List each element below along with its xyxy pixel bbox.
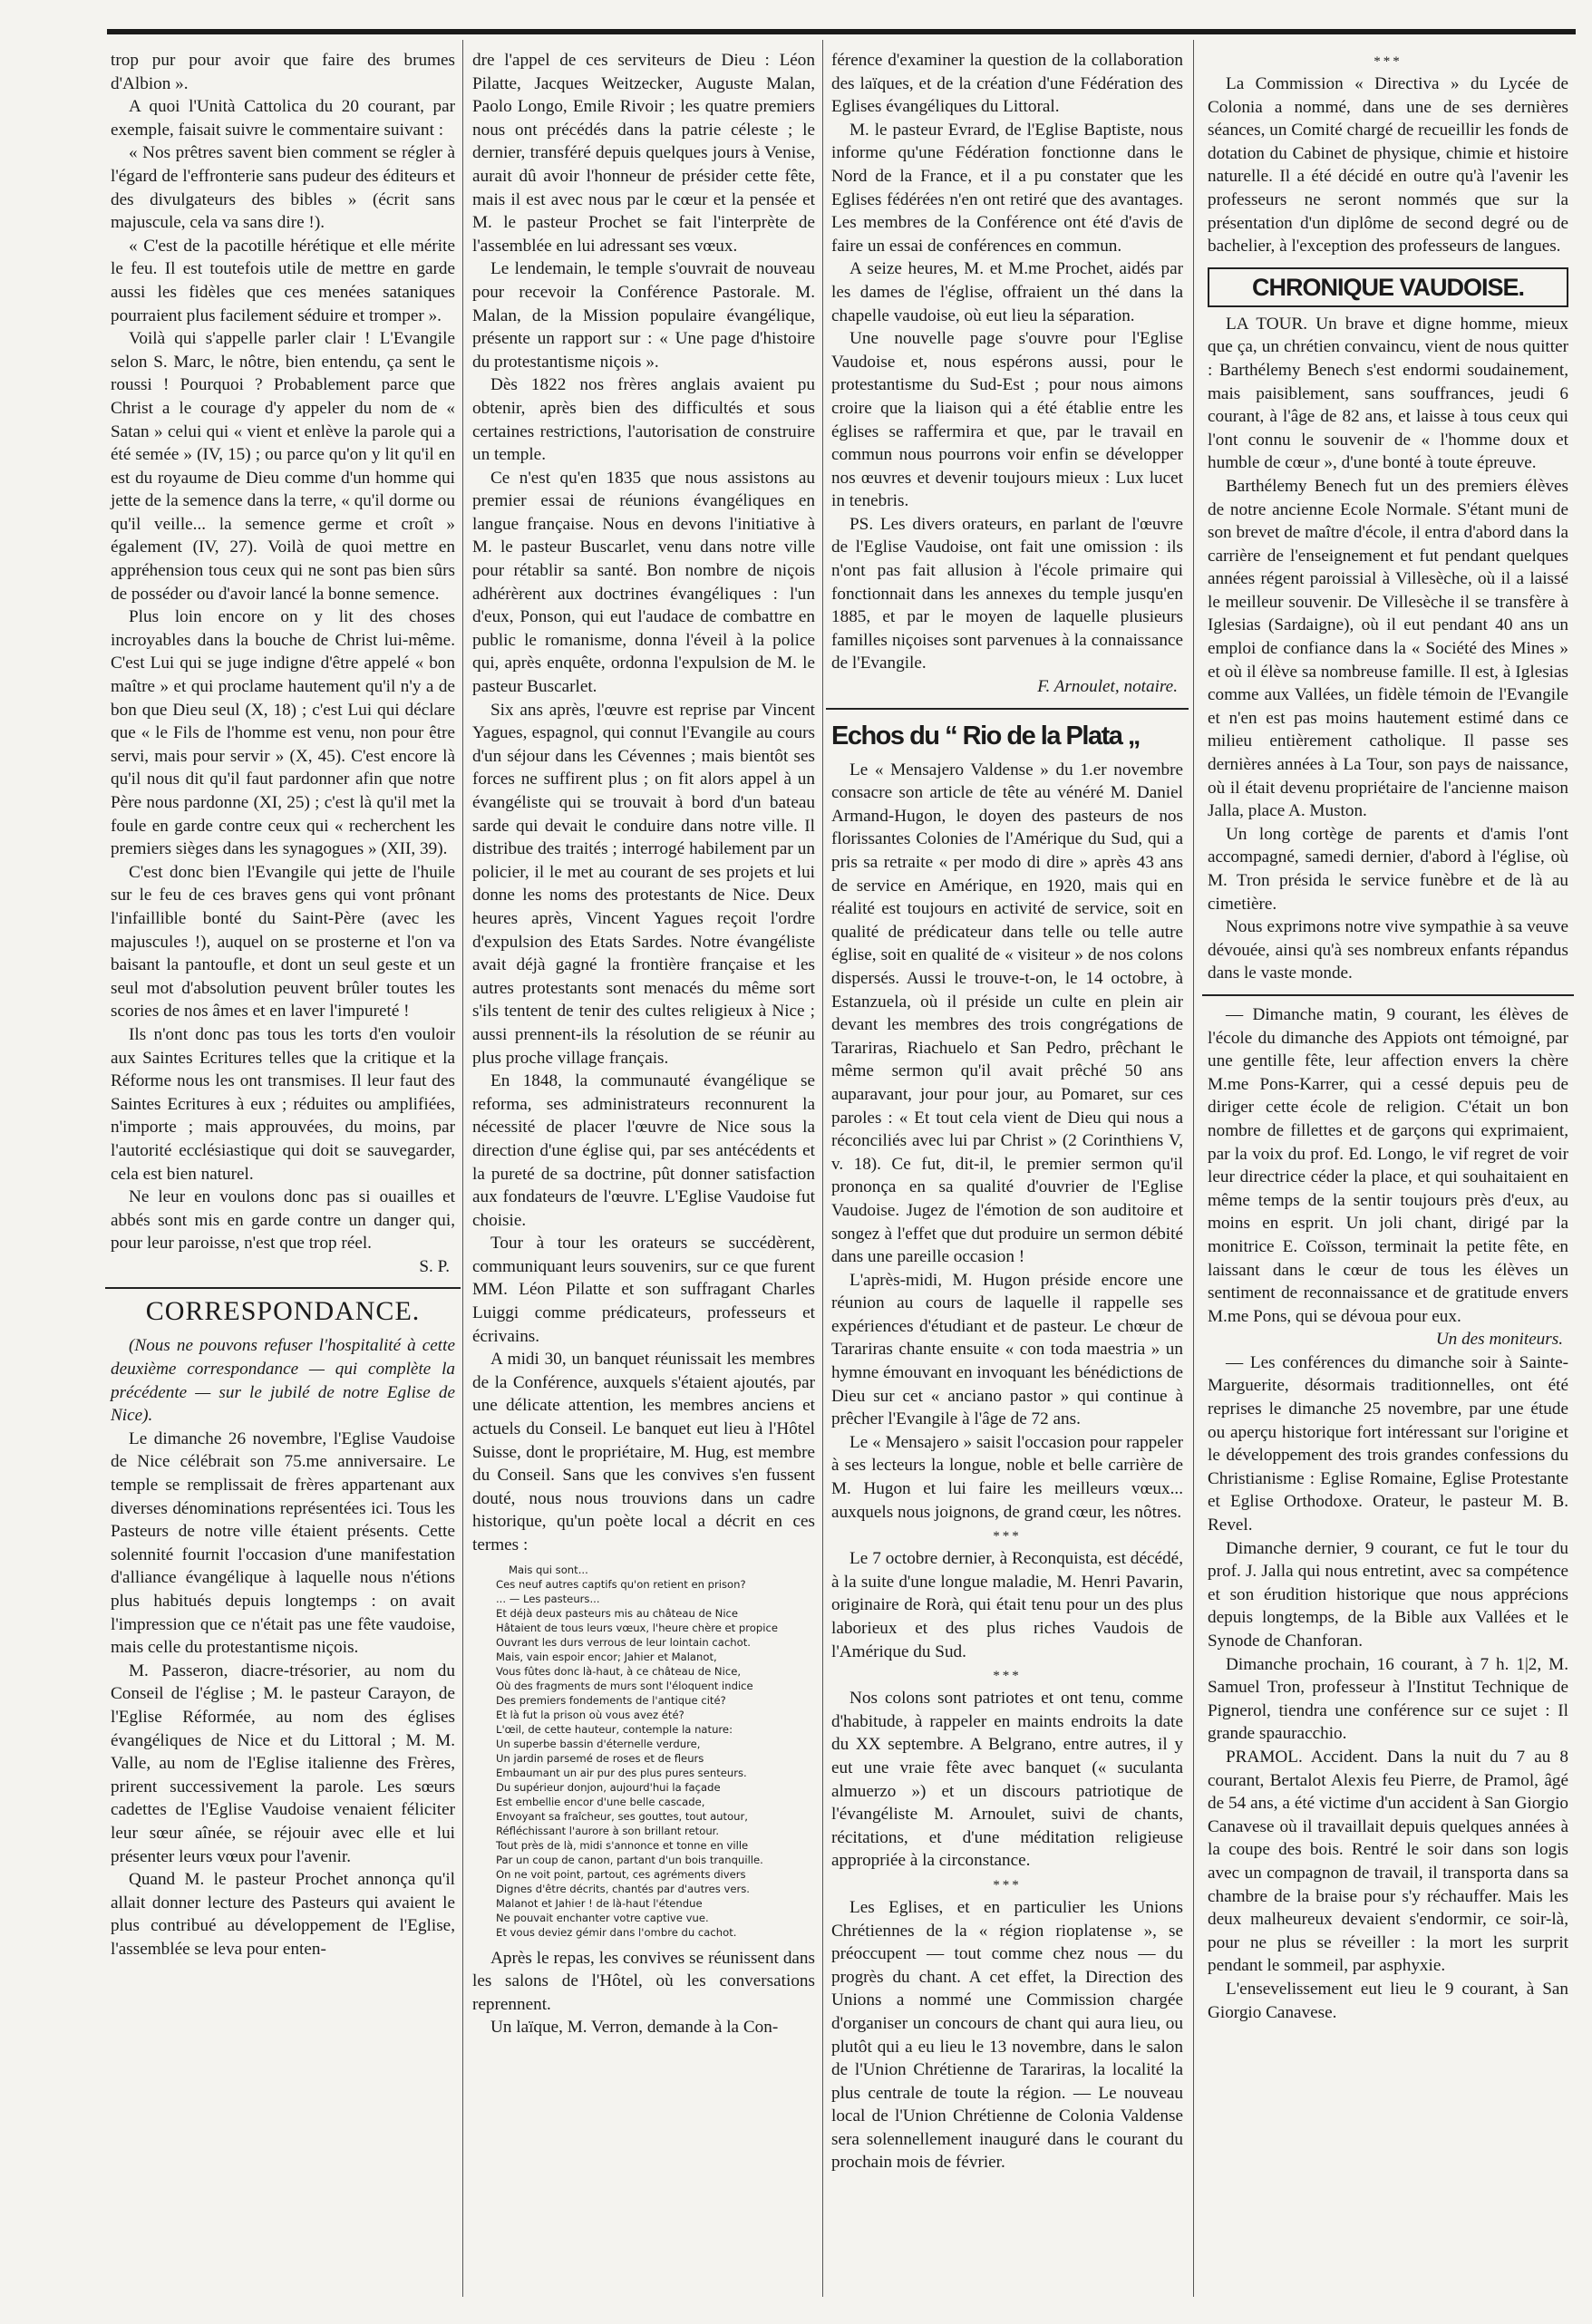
column-divider (822, 40, 823, 2297)
paragraph: — Dimanche matin, 9 courant, les élèves de l'école du dimanche des Appiots ont témoigné, par une gentille fête, leur affection envers la chère M.me Pons-Karrer, qui a cessé depuis peu de diriger cette école de religion. C'était un bon nombre de fillettes et de garçons qui exprimaient, par la voix du prof. Ed. Longo, le vif regret de voir leur directrice céder la place, et qui souhaitaient en même temps de la sentir toujours près d'eux, au moins en esprit. Un joli chant, dirigé par la monitrice E. Coïsson, terminait la petite fête, en laissant dans le cœur de tous les élèves un sentiment de reconnaissance et de gratitude envers M.me Pons, qui se dévoua pour eux. (1208, 1004, 1568, 1326)
poem-line: Un superbe bassin d'éternelle verdure, (496, 1737, 701, 1750)
separator-stars: *** (993, 1669, 1022, 1684)
poem-line: Mais qui sont... (509, 1563, 588, 1576)
paragraph: dre l'appel de ces serviteurs de Dieu : Léon Pilatte, Jacques Weitzecker, Auguste Malan, Paolo Longo, Emile Rivoir ; les quatre premiers nous ont précédés dans la patrie céleste ; le dernier, transféré depuis quelques jours à Venise, aurait dû avoir l'honneur de présider cette fête, mais il est avec nous par le cœur et la pensée et M. le pasteur Prochet se fait l'interprète de l'assemblée en lui adressant ses vœux. (472, 51, 815, 256)
poem-line: Ouvrant les durs verrous de leur lointain cachot. (496, 1635, 751, 1649)
paragraph: M. Passeron, diacre-trésorier, au nom du Conseil de l'église ; M. le pasteur Carayon, de l'Eglise Réformée, au nom des églises évangéliques de Nice et du Littoral ; M. M. Valle, au nom de l'Eglise italienne des Frères, prirent successivement la parole. Les sœurs cadettes de l'Eglise Vaudoise venaient féliciter leur sœur aînée, se réjouir avec elle et lui présenter leurs vœux pour l'avenir. (111, 1661, 455, 1866)
paragraph: Le « Mensajero » saisit l'occasion pour rappeler à ses lecteurs la longue, noble et belle carrière de M. Hugon et lui faire les meilleurs vœux... auxquels nous joignons, de grand cœur, les nôtres. (831, 1432, 1183, 1522)
paragraph: PS. Les divers orateurs, en parlant de l'œuvre de l'Eglise Vaudoise, ont fait une omission : ils n'ont pas fait allusion à l'école primaire qui fonctionnait dans les annexes du temple jusqu'en 1885, et par le moyen de laquelle plusieurs familles niçoises sont parvenues à la connaissance de l'Evangile. (831, 514, 1183, 673)
paragraph: C'est donc bien l'Evangile qui jette de l'huile sur le feu de ces braves gens qui vont prônant l'infaillible bonté du Saint-Père (avec les majuscules !), auquel on se prosterne et l'on va baisant la pantoufle, et dont un seul geste et un seul mot d'absolution peuvent brûler toutes les scories de nos âmes et en laver l'impureté ! (111, 862, 455, 1022)
paragraph: « Nos prêtres savent bien comment se régler à l'égard de l'effronterie sans pudeur des éditeurs et des divulgateurs des bibles » (écrit sans majuscule, cela va sans dire !). (111, 143, 455, 233)
column-2 (472, 49, 815, 2039)
paragraph: Plus loin encore on y lit des choses incroyables dans la bouche de Christ lui-même. C'est Lui qui se juge indigne d'être appelé « bon maître » et qui proclame hautement qu'il n'y a de bon que Dieu seul (X, 18) ; c'est Lui qui déclare que « le Fils de l'homme est venu, non pour être servi, mais pour servir » (X, 45). C'est encore là qu'il nous dit qu'il faut pardonner afin que notre Père nous pardonne (XI, 25) ; c'est là qu'il met la foule en garde contre ceux qui « recherchent les premiers sièges dans les synagogues » (XII, 39). (111, 607, 455, 859)
separator-stars: *** (993, 1529, 1022, 1544)
column-1 (111, 49, 455, 1961)
poem-line: L'œil, de cette hauteur, contemple la nature: (496, 1722, 733, 1736)
column-divider (1193, 40, 1194, 2297)
poem-line: Envoyant sa fraîcheur, ses gouttes, tout autour, (496, 1809, 748, 1823)
section-heading-echos: Echos du “ Rio de la Plata „ (831, 721, 1140, 750)
poem (496, 1563, 815, 1940)
poem-line: Ces neuf autres captifs qu'on retient en prison? (496, 1577, 746, 1591)
paragraph: A quoi l'Unità Cattolica du 20 courant, par exemple, faisait suivre le commentaire suivant : (111, 97, 455, 140)
paragraph: Le « Mensajero Valdense » du 1.er novembre consacre son article de tête au vénéré M. Daniel Armand-Hugon, le doyen des pasteurs de nos florissantes Colonies de l'Amérique du Sud, qui a pris sa retraite « per modo di dire » après 43 ans de service en Amérique, en 1920, mais qui en réalité est toujours en activité de service, soit en qualité de prédicateur dans telle ou telle autre église, soit en qualité de « visiteur » de nos colons dispersés. Aussi le trouve-t-on, le 14 octobre, à Estanzuela, où il préside un culte en plein air devant les membres des trois congrégations de Tarariras, Riachuelo et San Pedro, prêchant le même sermon qu'il avait prêché 50 ans auparavant, jour pour jour, au Pomaret, sur ces paroles : « Et tout cela vient de Dieu qui nous a réconciliés avec lui par Christ » (2 Corinthiens V, v. 18). Ce fut, dit-il, le premier sermon qu'il prononça en sa qualité d'ouvrier de l'Eglise Vaudoise. Jugez de l'émotion de son auditoire et songez à l'effet que dut produire un sermon débité dans une pareille occasion ! (831, 760, 1183, 1267)
separator-stars: *** (1374, 54, 1403, 69)
paragraph: Voilà qui s'appelle parler clair ! L'Evangile selon S. Marc, le nôtre, bien entendu, ça sent le roussi ! Pourquoi ? Probablement parce que Christ a le courage d'y appeler du nom de « Satan » celui qui « vient et enlève la parole qui a été semée » (IV, 15) ; ou parce qu'on y lit qu'il en est du royaume de Dieu comme d'un homme qui jette de la semence dans la terre, « qu'il dorme ou qu'il veille... la semence germe et croît » également (IV, 27). Voilà de quoi mettre en appréhension tous ceux qui ne sont pas bien sûrs de posséder ou d'avoir lancé la bonne semence. (111, 329, 455, 604)
poem-line: Tout près de là, midi s'annonce et tonne en ville (496, 1838, 749, 1852)
paragraph: A midi 30, un banquet réunissait les membres de la Conférence, auxquels s'étaient ajoutés, par une délicate attention, les membres anciens et actuels du Conseil. Le banquet eut lieu à l'Hôtel Suisse, dont le propriétaire, M. Hug, est membre du Conseil. Sans que les convives s'en fussent douté, nous nous trouvions dans un cadre historique, qu'un poète local a décrit en ces termes : (472, 1350, 815, 1554)
poem-line: Des premiers fondements de l'antique cité? (496, 1693, 726, 1707)
poem-line: Dignes d'être décrits, chantés par d'autres vers. (496, 1882, 750, 1895)
section-divider (826, 708, 1189, 710)
column-divider (462, 40, 463, 2297)
paragraph: Barthélemy Benech fut un des premiers élèves de notre ancienne Ecole Normale. S'étant muni de son brevet de maître d'école, il entra d'abord dans la carrière de l'enseignement et fut pendant quelques années régent paroissial à Villesèche, où il a laissé le meilleur souvenir. De Villesèche il se transfère à Iglesias (Sardaigne), où il eut pendant 40 ans un emploi de confiance dans la « Société des Mines » et où il élève sa nombreuse famille. Il est, à Iglesias comme aux Vallées, un fidèle témoin de l'Evangile et n'en est pas moins hautement estimé dans ce milieu entièrement catholique. Il passe ses dernières années à La Tour, son pays de naissance, où il était devenu propriétaire de l'ancienne maison Jalla, place A. Muston. (1208, 476, 1568, 821)
paragraph: L'ensevelissement eut lieu le 9 courant, à San Giorgio Canavese. (1208, 1979, 1568, 2022)
paragraph: trop pur pour avoir que faire des brumes d'Albion ». (111, 51, 455, 93)
paragraph: Quand M. le pasteur Prochet annonça qu'il allait donner lecture des Pasteurs qui avaient le plus contribué au développement de l'Eglise, l'assemblée se leva pour enten- (111, 1870, 455, 1959)
poem-line: Par un coup de canon, partant d'un bois tranquille. (496, 1853, 763, 1866)
poem-line: Vous fûtes donc là-haut, à ce château de Nice, (496, 1664, 742, 1678)
poem-line: Où des fragments de murs sont l'éloquent indice (496, 1679, 753, 1692)
paragraph: Le dimanche 26 novembre, l'Eglise Vaudoise de Nice célébrait son 75.me anniversaire. Le temple se remplissait de frères appartenant aux diverses dénominations représentées ici. Tous les Pasteurs de notre ville étaient présents. Cette solennité fournit l'occasion d'une manifestation d'alliance évangélique à laquelle nous n'étions plus habitués depuis longtemps : on avait l'impression que ce n'était pas une fête vaudoise, mais celle du protestantisme niçois. (111, 1428, 455, 1658)
paragraph: La Commission « Directiva » du Lycée de Colonia a nommé, dans une de ses dernières séances, un Comité chargé de recueillir les fonds de dotation du Cabinet de physique, chimie et histoire naturelle. Il a été décidé en outre qu'à l'avenir les professeurs ne seront nommés que sur la présentation d'un diplôme de second degré ou de bachelier, à l'exception des professeurs de langues. (1208, 74, 1568, 257)
paragraph: En 1848, la communauté évangélique se reforma, ses administrateurs reconnurent la nécessité de placer l'œuvre de Nice sous la direction d'une église qui, par ses antécédents et la pureté de sa doctrine, pût donner satisfaction aux fondateurs de l'œuvre. L'Eglise Vaudoise fut choisie. (472, 1071, 815, 1230)
column-4 (1208, 49, 1568, 2024)
paragraph: Dès 1822 nos frères anglais avaient pu obtenir, après bien des difficultés et sous certaines restrictions, l'autorisation de construire un temple. (472, 375, 815, 465)
paragraph: Dimanche dernier, 9 courant, ce fut le tour du prof. J. Jalla qui nous entretint, avec sa compétence et son érudition historique que nous apprécions depuis longtemps, de la Bible aux Vallées et le Synode de Chanforan. (1208, 1538, 1568, 1651)
column-3 (831, 49, 1183, 2174)
paragraph: Ce n'est qu'en 1835 que nous assistons au premier essai de réunions évangéliques en langue française. Nous en devons l'initiative à M. le pasteur Buscarlet, venu dans notre ville pour rétablir sa santé. Bon nombre de niçois adhérèrent aux doctrines évangéliques : l'un d'eux, Ponson, qui eut l'audace de combattre en public le romanisme, donna l'éveil à la police qui, après enquête, ordonna l'expulsion de M. le pasteur Buscarlet. (472, 468, 815, 697)
paragraph: Le lendemain, le temple s'ouvrait de nouveau pour recevoir la Conférence Pastorale. M. Malan, de la Mission populaire évangélique, présente un rapport sur : « Une page d'histoire du protestantisme niçois ». (472, 259, 815, 372)
poem-line: Réfléchissant l'aurore à son brillant retour. (496, 1824, 720, 1837)
poem-line: Ne pouvait enchanter votre captive vue. (496, 1911, 709, 1924)
top-rule (107, 29, 1576, 34)
paragraph: (Nous ne pouvons refuser l'hospitalité à cette deuxième correspondance — qui complète la précédente — sur le jubilé de notre Eglise de Nice). (111, 1336, 455, 1426)
poem-line: On ne voit point, partout, ces agréments divers (496, 1867, 746, 1881)
poem-line: Un jardin parsemé de roses et de fleurs (496, 1751, 704, 1765)
separator-stars: *** (993, 1877, 1022, 1893)
signature: S. P. (419, 1256, 450, 1276)
paragraph: Un laïque, M. Verron, demande à la Con- (490, 2018, 779, 2038)
poem-line: Embaumant un air pur des plus pures senteurs. (496, 1766, 747, 1779)
section-divider (105, 1287, 461, 1289)
section-heading-correspondance: CORRESPONDANCE. (145, 1296, 421, 1327)
paragraph: PRAMOL. Accident. Dans la nuit du 7 au 8 courant, Bertalot Alexis feu Pierre, de Pramol, âgé de 54 ans, a été victime d'un accident à San Giorgio Canavese où il travaillait depuis quelques années à la coupe des bois. Rentré le soir dans son logis avec un compagnon de travail, il transporta dans sa chambre de la braise pour s'y réchauffer. Mais les deux malheureux devaient s'endormir, ce soir-là, pour ne plus se réveiller : la mort les surprit pendant le sommeil, par asphyxie. (1208, 1747, 1568, 1976)
paragraph: Les Eglises, et en particulier les Unions Chrétiennes de la « région rioplatense », se préoccupent — tout comme chez nous — du progrès du chant. A cet effet, la Direction des Unions a nommé une Commission chargée d'organiser un concours de chant qui aura lieu, ou plutôt qui a eu lieu le 13 novembre, dans le salon de l'Union Chrétienne de Tarariras, la localité la plus centrale de toute la région. — Le nouveau local de l'Union Chrétienne de Colonia Valdense sera solennellement inauguré dans le courant du prochain mois de février. (831, 1897, 1183, 2173)
paragraph: Le 7 octobre dernier, à Reconquista, est décédé, à la suite d'une longue maladie, M. Henri Pavarin, originaire de Rorà, qui était tenu pour un des plus laborieux et des plus riches Vaudois de l'Amérique du Sud. (831, 1549, 1183, 1661)
paragraph: Dimanche prochain, 16 courant, à 7 h. 1|2, M. Samuel Tron, professeur à l'Institut Technique de Pignerol, tiendra une conférence sur ce sujet : Il grande spauracchio. (1208, 1654, 1568, 1744)
paragraph: « C'est de la pacotille hérétique et elle mérite le feu. Il est toutefois utile de mettre en garde aussi les fidèles que ces menées sataniques pourraient plus facilement séduire et tromper ». (111, 236, 455, 325)
poem-line: Et vous deviez gémir dans l'ombre du cachot. (496, 1925, 737, 1939)
paragraph: Un long cortège de parents et d'amis l'ont accompagné, samedi dernier, d'abord à l'église, où M. Tron présida le service funèbre et de là au cimetière. (1208, 824, 1568, 914)
paragraph: Une nouvelle page s'ouvre pour l'Eglise Vaudoise et, nous espérons aussi, pour le protestantisme du Sud-Est ; pour nous aimons croire que la liaison qui a été établie entre les églises se raffermira et que, par le travail en commun nous pourrons voir enfin se développer nos œuvres et devenir toujours mieux : Lux lucet in tenebris. (831, 329, 1183, 511)
section-divider (1202, 994, 1574, 996)
section-heading-chronique (1208, 267, 1568, 307)
poem-line: Hâtaient de tous leurs vœux, l'heure chère et propice (496, 1621, 778, 1634)
paragraph: Ils n'ont donc pas tous les torts d'en vouloir aux Saintes Ecritures telles que la critique et la Réforme nous les ont transmises. Il leur faut des Saintes Ecritures à eux ; réduites ou amplifiées, n'importe ; mais approuvées, du moins, par l'autorité ecclésiastique qui doit se sauvegarder, cela est bien naturel. (111, 1024, 455, 1184)
poem-line: Du supérieur donjon, aujourd'hui la façade (496, 1780, 721, 1794)
poem-line: Et là fut la prison où vous avez été? (496, 1708, 684, 1721)
poem-line: ... — Les pasteurs... (496, 1592, 600, 1605)
heading-text: CHRONIQUE VAUDOISE. (1251, 273, 1525, 301)
paragraph: M. le pasteur Evrard, de l'Eglise Baptiste, nous informe qu'une Fédération fonctionne dans le Nord de la France, et il a pu constater que les Eglises fédérées n'en ont retiré que des avantages. Les membres de la Conférence ont été d'avis de faire un essai de conférences en commun. (831, 120, 1183, 256)
paragraph: Tour à tour les orateurs se succédèrent, communiquant leurs souvenirs, sur ce que furent MM. Léon Pilatte et son suffragant Charles Luiggi comme prédicateurs, professeurs et écrivains. (472, 1234, 815, 1346)
paragraph: L'après-midi, M. Hugon préside encore une réunion au cours de laquelle il rappelle ses expériences d'étudiant et de pasteur. Le chœur de Tarariras chante ensuite « con toda maestria » un hymne émouvant en invoquant les bénédictions de Dieu sur cet « anciano pastor » qui continue à prêcher l'Evangile à l'âge de 72 ans. (831, 1270, 1183, 1429)
paragraph: férence d'examiner la question de la collaboration des laïques, et de la création d'une Fédération des Eglises évangéliques du Littoral. (831, 51, 1183, 117)
signature: Un des moniteurs. (1435, 1330, 1563, 1350)
paragraph: A seize heures, M. et M.me Prochet, aidés par les dames de l'église, offraient un thé dans la chapelle vaudoise, où eut lieu la séparation. (831, 259, 1183, 325)
paragraph: LA TOUR. Un brave et digne homme, mieux que ça, un chrétien convaincu, vient de nous quitter : Barthélemy Benech s'est endormi soudainement, mais paisiblement, sans souffrances, jeudi 6 courant, à l'âge de 82 ans, et laisse à tous ceux qui l'ont connu le souvenir de « l'homme doux et humble de cœur », d'une bonté à toute épreuve. (1208, 314, 1568, 473)
signature: F. Arnoulet, notaire. (1037, 677, 1178, 697)
paragraph: Nos colons sont patriotes et ont tenu, comme d'habitude, à rappeler en maints endroits la date du XX septembre. A Belgrano, entre autres, il y eut une vraie fête avec banquet (« suculanta almuerzo ») et un discours patriotique de l'évangéliste M. Arnoulet, suivi de chants, récitations, et d'une méditation religieuse appropriée à la circonstance. (831, 1689, 1183, 1871)
paragraph: — Les conférences du dimanche soir à Sainte-Marguerite, désormais traditionnelles, ont été reprises le dimanche 25 novembre, par une étude ou aperçu historique fort intéressant sur l'origine et le développement des trois grandes confessions du Christianisme : Eglise Romaine, Eglise Protestante et Eglise Orthodoxe. Orateur, le pasteur M. B. Revel. (1208, 1352, 1568, 1535)
paragraph: Nous exprimons notre vive sympathie à sa veuve dévouée, ainsi qu'à ses nombreux enfants répandus dans le vaste monde. (1208, 917, 1568, 983)
paragraph: Ne leur en voulons donc pas si ouailles et abbés sont mis en garde contre un danger qui, pour leur paroisse, n'est que trop réel. (111, 1187, 455, 1254)
poem-line: Est embellie encor d'une belle cascade, (496, 1795, 705, 1808)
poem-line: Malanot et Jahier ! de là-haut l'étendue (496, 1896, 703, 1910)
poem-line: Mais, vain espoir encor; Jahier et Malanot, (496, 1650, 717, 1663)
poem-line: Et déjà deux pasteurs mis au château de Nice (496, 1606, 739, 1620)
paragraph: Six ans après, l'œuvre est reprise par Vincent Yagues, espagnol, qui connut l'Evangile au cours d'un séjour dans les Cévennes ; mais bientôt ses forces ne suffirent plus ; on fit alors appel à un évangéliste qui se trouvait à bord d'un bateau sarde qui devait le conduire dans notre ville. Il distribue des traités ; interrogé habilement par un policier, il le met au courant de ses projets et lui donne les noms des protestants de Nice. Deux heures après, Vincent Yagues reçoit l'ordre d'expulsion des Etats Sardes. Notre évangéliste avait déjà gagné la frontière française et les autres protestants sont menacés du même sort s'ils tentent de tenir des cultes religieux à Nice ; aussi prennent-ils la résolution de se réunir au plus proche village français. (472, 700, 815, 1068)
paragraph: Après le repas, les convives se réunissent dans les salons de l'Hôtel, où les conversations reprennent. (472, 1948, 815, 2014)
